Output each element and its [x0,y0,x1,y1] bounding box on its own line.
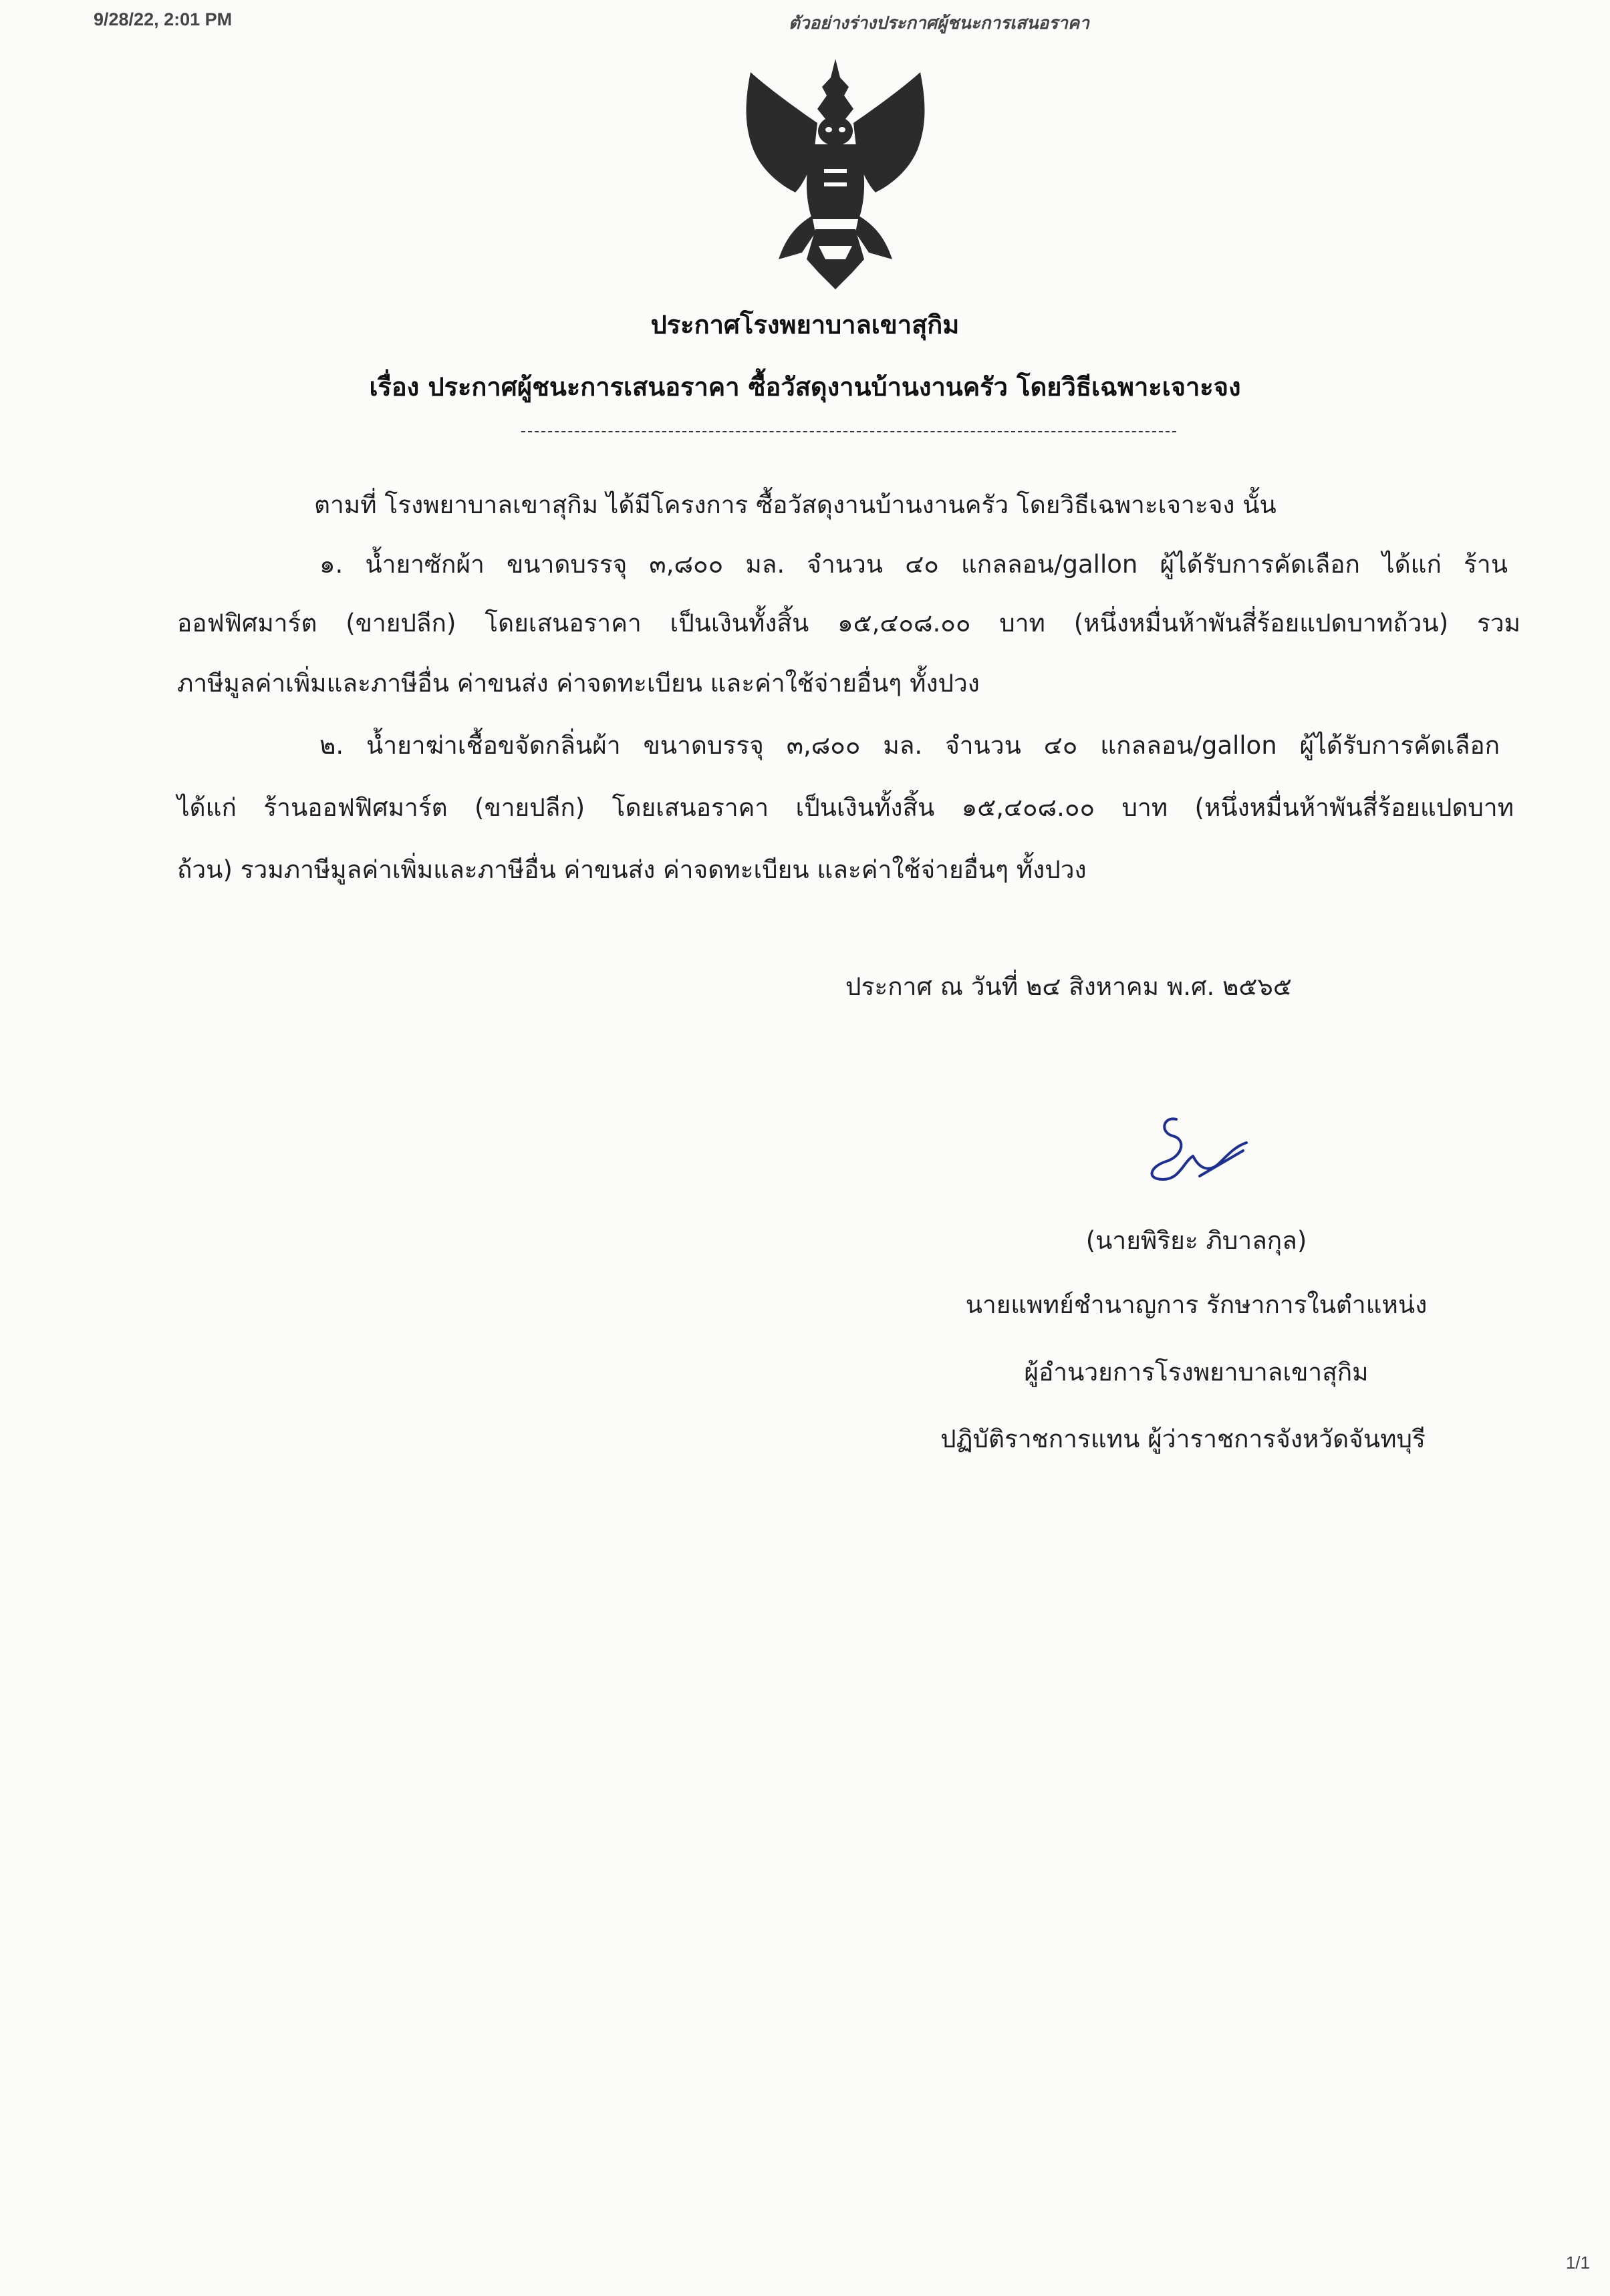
signatory-name: (นายพิริยะ ภิบาลกุล) [1085,1226,1307,1255]
handwritten-signature-icon [1136,1109,1250,1189]
heading-divider [521,431,1176,432]
item-1-line-1: ๑. น้ำยาซักผ้า ขนาดบรรจุ ๓,๘๐๐ มล. จำนวน ๔๐ แกลลอน/gallon ผู้ได้รับการคัดเลือก ได้แก่ ร้าน [319,550,1508,579]
item-2-line-2: ได้แก่ ร้านออฟฟิศมาร์ต (ขายปลีก) โดยเสนอราคา เป็นเงินทั้งสิ้น ๑๕,๔๐๘.๐๐ บาท (หนึ่งหมื่นห้าพันสี่ร้อยแปดบาท [177,793,1514,822]
signatory-position-2: ผู้อำนวยการโรงพยาบาลเขาสุกิม [1024,1358,1369,1387]
announcement-subject: เรื่อง ประกาศผู้ชนะการเสนอราคา ซื้อวัสดุงานบ้านงานครัว โดยวิธีเฉพาะเจาะจง [369,372,1241,402]
announcement-title: ประกาศโรงพยาบาลเขาสุกิม [650,310,960,339]
item-1-line-2: ออฟฟิศมาร์ต (ขายปลีก) โดยเสนอราคา เป็นเงินทั้งสิ้น ๑๕,๔๐๘.๐๐ บาท (หนึ่งหมื่นห้าพันสี่ร้อยแปดบาทถ้วน) รวม [177,609,1520,637]
item-2-line-3: ถ้วน) รวมภาษีมูลค่าเพิ่มและภาษีอื่น ค่าขนส่ง ค่าจดทะเบียน และค่าใช้จ่ายอื่นๆ ทั้งปวง [177,855,1087,884]
print-datetime: 9/28/22, 2:01 PM [94,9,233,29]
garuda-emblem-icon [739,59,932,289]
item-1-line-3: ภาษีมูลค่าเพิ่มและภาษีอื่น ค่าขนส่ง ค่าจดทะเบียน และค่าใช้จ่ายอื่นๆ ทั้งปวง [177,669,980,698]
print-document-title: ตัวอย่างร่างประกาศผู้ชนะการเสนอราคา [789,13,1089,33]
page-number: 1/1 [1565,2253,1590,2273]
signatory-position-3: ปฏิบัติราชการแทน ผู้ว่าราชการจังหวัดจันทบุรี [940,1425,1426,1453]
item-2-line-1: ๒. น้ำยาฆ่าเชื้อขจัดกลิ่นผ้า ขนาดบรรจุ ๓,๘๐๐ มล. จำนวน ๔๐ แกลลอน/gallon ผู้ได้รับการคัดเลือก [319,731,1500,760]
intro-paragraph: ตามที่ โรงพยาบาลเขาสุกิม ได้มีโครงการ ซื้อวัสดุงานบ้านงานครัว โดยวิธีเฉพาะเจาะจง นั้น [314,490,1277,519]
announcement-date: ประกาศ ณ วันที่ ๒๔ สิงหาคม พ.ศ. ๒๕๖๕ [845,972,1292,1001]
signatory-position-1: นายแพทย์ชำนาญการ รักษาการในตำแหน่ง [965,1290,1428,1319]
